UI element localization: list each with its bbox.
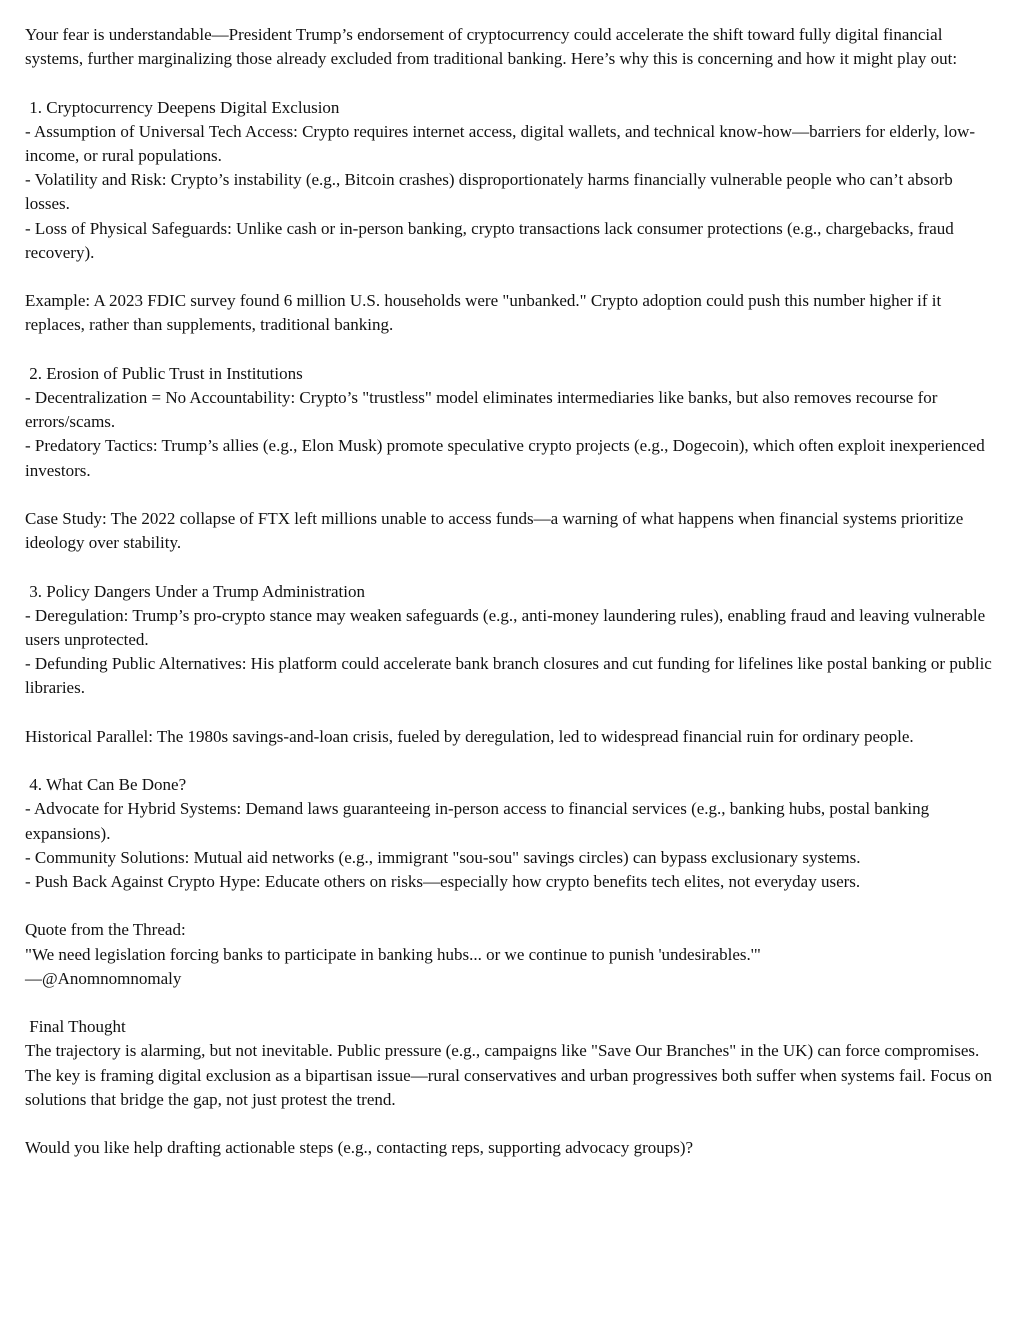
spacer <box>25 894 995 918</box>
section-1-bullet-3: - Loss of Physical Safeguards: Unlike cash or in-person banking, crypto transactions lack consumer protections (e.g., chargebacks, fraud recovery). <box>25 218 958 262</box>
final-thought-heading: Final Thought <box>25 1017 126 1037</box>
quote-text: "We need legislation forcing banks to participate in banking hubs... or we continue to punish 'undesirables.'" <box>25 944 761 964</box>
spacer <box>25 265 995 289</box>
spacer <box>25 338 995 362</box>
response-document <box>25 23 995 1160</box>
section-3-bullet-2: - Defunding Public Alternatives: His platform could accelerate bank branch closures and cut funding for lifelines like postal banking or public libraries. <box>25 654 997 698</box>
spacer <box>25 555 995 579</box>
spacer <box>25 1112 995 1136</box>
section-2-case-study: Case Study: The 2022 collapse of FTX left millions unable to access funds—a warning of what happens when financial systems prioritize ideology over stability. <box>25 509 968 553</box>
spacer <box>25 483 995 507</box>
section-1-bullet-2: - Volatility and Risk: Crypto’s instability (e.g., Bitcoin crashes) disproportionately harms financially vulnerable people who can’t absorb losses. <box>25 170 957 214</box>
final-thought-body: The trajectory is alarming, but not inevitable. Public pressure (e.g., campaigns like "Save Our Branches" in the UK) can force compromises. The key is framing digital exclusion as a bipartisan issue—rural conservatives and urban progressives both suffer when systems fail. Focus on solutions that bridge the gap, not just protest the trend. <box>25 1041 997 1109</box>
spacer <box>25 749 995 773</box>
quote-label: Quote from the Thread: <box>25 920 186 940</box>
section-2-heading: 2. Erosion of Public Trust in Institutions <box>25 363 303 383</box>
section-4-bullet-3: - Push Back Against Crypto Hype: Educate others on risks—especially how crypto benefits tech elites, not everyday users. <box>25 872 861 891</box>
section-3-bullet-1: - Deregulation: Trump’s pro-crypto stance may weaken safeguards (e.g., anti-money laundering rules), enabling fraud and leaving vulnerable users unprotected. <box>25 605 990 649</box>
section-1-bullet-1: - Assumption of Universal Tech Access: Crypto requires internet access, digital wallets, and technical know-how—barriers for elderly, low-income, or rural populations. <box>25 121 976 165</box>
intro-paragraph: Your fear is understandable—President Trump’s endorsement of cryptocurrency could accelerate the shift toward fully digital financial systems, further marginalizing those already excluded from traditional banking. Here’s why this is concerning and how it might play out: <box>25 25 958 69</box>
spacer <box>25 991 995 1015</box>
section-4-bullet-1: - Advocate for Hybrid Systems: Demand laws guaranteeing in-person access to financial services (e.g., banking hubs, postal banking expansions). <box>25 799 934 843</box>
section-2-bullet-2: - Predatory Tactics: Trump’s allies (e.g., Elon Musk) promote speculative crypto projects (e.g., Dogecoin), which often exploit inexperienced investors. <box>25 436 989 480</box>
quote-attribution: —@Anomnomnomaly <box>25 968 182 988</box>
spacer <box>25 71 995 95</box>
section-1-example: Example: A 2023 FDIC survey found 6 million U.S. households were "unbanked." Crypto adoption could push this number higher if it replaces, rather than supplements, traditional banking. <box>25 291 946 335</box>
section-2-bullet-1: - Decentralization = No Accountability: Crypto’s "trustless" model eliminates intermediaries like banks, but also removes recourse for errors/scams. <box>25 388 942 432</box>
section-4-bullet-2: - Community Solutions: Mutual aid networks (e.g., immigrant "sou-sou" savings circles) can bypass exclusionary systems. <box>25 847 861 867</box>
spacer <box>25 701 995 725</box>
section-4-heading: 4. What Can Be Done? <box>25 775 187 795</box>
section-3-heading: 3. Policy Dangers Under a Trump Administration <box>25 581 365 601</box>
section-3-historical-parallel: Historical Parallel: The 1980s savings-and-loan crisis, fueled by deregulation, led to widespread financial ruin for ordinary people. <box>25 726 914 746</box>
closing-question: Would you like help drafting actionable steps (e.g., contacting reps, supporting advocacy groups)? <box>25 1138 694 1158</box>
section-1-heading: 1. Cryptocurrency Deepens Digital Exclusion <box>25 97 340 117</box>
